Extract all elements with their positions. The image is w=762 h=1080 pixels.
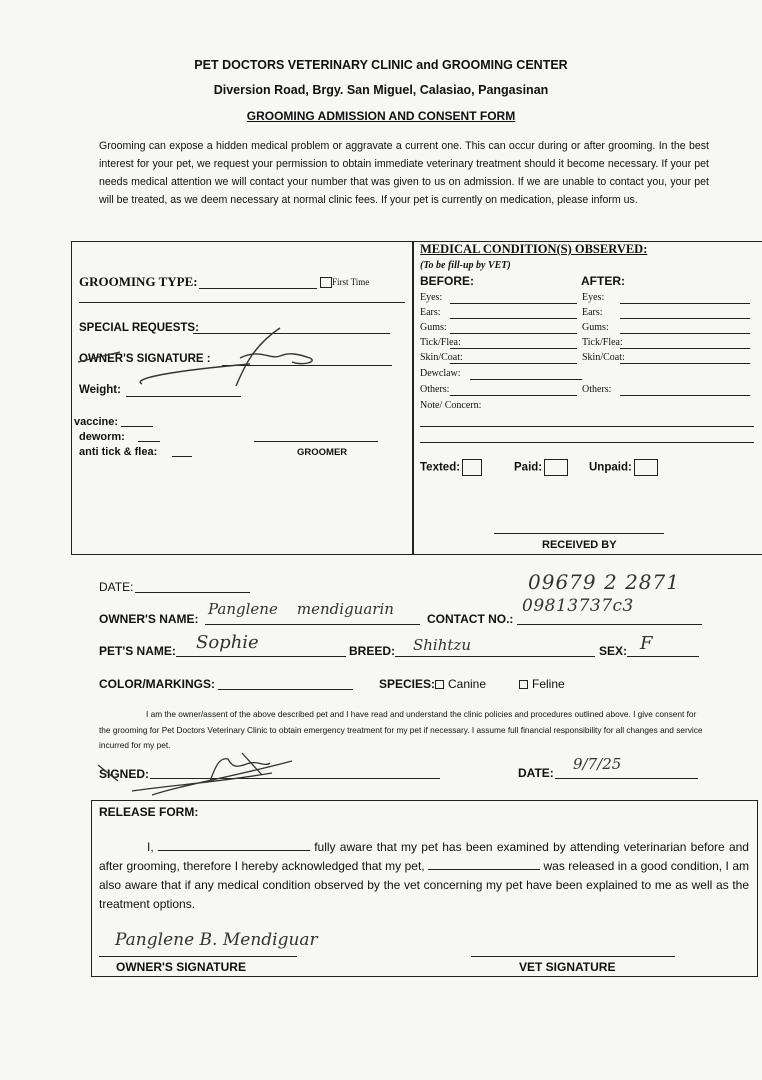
color-label: COLOR/MARKINGS:: [99, 677, 215, 691]
signed-date-label: DATE:: [518, 766, 554, 780]
note-line-2[interactable]: [420, 442, 754, 443]
groomer-line[interactable]: [254, 441, 378, 442]
weight-line[interactable]: [126, 396, 241, 397]
before-field-line[interactable]: [450, 333, 577, 334]
breed-value: Shihtzu: [413, 636, 471, 654]
after-field-line[interactable]: [620, 333, 750, 334]
anti-tick-line[interactable]: [172, 456, 192, 457]
before-field-line[interactable]: [450, 303, 577, 304]
paid-label: Paid:: [514, 461, 543, 474]
anti-tick-label: anti tick & flea:: [79, 446, 158, 458]
after-label: AFTER:: [581, 274, 625, 288]
signed-date-value: 9/7/25: [573, 755, 622, 773]
before-field-label: Skin/Coat:: [420, 352, 463, 363]
intro-paragraph: Grooming can expose a hidden medical problem or aggravate a current one. This can occur during or after grooming. In the best interest for your pet, we request your permission to obtain immediate veterinary treatment should it become necessary. If your pet needs medical attention we will contact your number that was given to us on admission. If we are unable to contact you, your pet will be treated, as we deem necessary at normal clinic fees. If your pet is currently on medication, please inform us.: [99, 140, 709, 206]
breed-line[interactable]: [395, 656, 595, 657]
texted-label: Texted:: [420, 461, 461, 474]
before-field-label: Tick/Flea:: [420, 337, 461, 348]
clinic-address: Diversion Road, Brgy. San Miguel, Calasiao, Pangasinan: [213, 83, 549, 97]
before-field-label: Ears:: [420, 307, 441, 318]
after-field-label: Skin/Coat:: [582, 352, 625, 363]
after-field-line[interactable]: [620, 363, 750, 364]
vaccine-line[interactable]: [121, 426, 153, 427]
breed-label: BREED:: [349, 644, 396, 658]
paid-field: [514, 459, 568, 476]
note-line-1[interactable]: [420, 426, 754, 427]
owner-name-line[interactable]: [205, 624, 420, 625]
before-field-label: Gums:: [420, 322, 447, 333]
medical-title: MEDICAL CONDITION(S) OBSERVED:: [420, 242, 648, 256]
release-owner-sig-label: OWNER'S SIGNATURE: [116, 960, 246, 974]
release-text-1: I,: [147, 840, 154, 854]
before-field-line[interactable]: [470, 379, 582, 380]
owner-signature-label: OWNER'S SIGNATURE :: [79, 353, 211, 365]
owner-signature-value: Panglene B. Mendiguar: [115, 930, 318, 950]
canine-option[interactable]: [435, 677, 486, 691]
feline-label: Feline: [532, 677, 565, 691]
weight-label: Weight:: [79, 384, 121, 396]
color-line[interactable]: [218, 689, 353, 690]
after-field-label: Eyes:: [582, 292, 605, 303]
deworm-line[interactable]: [138, 441, 160, 442]
first-time-label: First Time: [332, 277, 370, 287]
before-field-line[interactable]: [450, 395, 577, 396]
pet-name-line[interactable]: [176, 656, 346, 657]
release-paragraph: [99, 838, 749, 914]
before-field-label: Eyes:: [420, 292, 443, 303]
signed-label: SIGNED:: [99, 767, 150, 781]
groomer-label: GROOMER: [297, 447, 348, 458]
signed-signature: [92, 745, 322, 800]
vaccine-label: vaccine:: [74, 416, 119, 428]
deworm-label: deworm:: [79, 431, 125, 443]
sex-value: F: [640, 633, 653, 654]
sex-line[interactable]: [627, 656, 699, 657]
release-title: RELEASE FORM:: [99, 805, 199, 819]
owner-name-label: OWNER'S NAME:: [99, 612, 199, 626]
consent-text: I am the owner/assent of the above described pet and I have read and understand the clinic policies and procedures outlined above. I give consent for the grooming for Pet Doctors Veterinary Clinic to obtain emergency treatment for my pet if necessary. I assume full financial responsibility for all changes and service incurred for my pet.: [99, 709, 703, 750]
contact-label: CONTACT NO.:: [427, 612, 514, 626]
grooming-type-line[interactable]: [199, 288, 317, 289]
after-field-line[interactable]: [620, 318, 750, 319]
before-field-line[interactable]: [450, 363, 577, 364]
unpaid-checkbox[interactable]: [634, 459, 658, 476]
sex-label: SEX:: [599, 644, 628, 658]
feline-option[interactable]: [519, 677, 565, 691]
date-line[interactable]: [135, 592, 250, 593]
unpaid-label: Unpaid:: [589, 461, 632, 474]
signed-date-line[interactable]: [555, 778, 698, 779]
canine-label: Canine: [448, 677, 487, 691]
after-field-label: Ears:: [582, 307, 603, 318]
after-field-label: Gums:: [582, 322, 609, 333]
received-by-label: RECEIVED BY: [542, 539, 617, 551]
release-pet-blank[interactable]: [428, 859, 540, 870]
texted-field: [420, 459, 482, 476]
release-owner-blank[interactable]: [158, 840, 310, 851]
release-text-2: fully aware that my pet has been examined by attending veterinarian before and after grooming, therefore I hereby acknowledged that my pet,: [99, 840, 749, 873]
before-field-label: Dewclaw:: [420, 368, 461, 379]
pet-name-label: PET'S NAME:: [99, 644, 176, 658]
before-field-label: Others:: [420, 384, 450, 395]
contact-line[interactable]: [517, 624, 702, 625]
owner-name-value: Panglene mendiguarin: [208, 600, 394, 618]
date-label: DATE:: [99, 580, 134, 594]
release-vet-sig-line[interactable]: [471, 956, 675, 957]
clinic-name: PET DOCTORS VETERINARY CLINIC and GROOMING CENTER: [194, 58, 568, 72]
feline-checkbox[interactable]: [519, 680, 528, 689]
after-field-line[interactable]: [620, 303, 750, 304]
grooming-type-line-2[interactable]: [79, 302, 405, 303]
after-field-label: Others:: [582, 384, 612, 395]
after-field-line[interactable]: [620, 395, 750, 396]
species-label: SPECIES:: [379, 677, 436, 691]
special-requests-label: SPECIAL REQUESTS:: [79, 322, 199, 334]
before-label: BEFORE:: [420, 274, 474, 288]
after-field-line[interactable]: [620, 348, 750, 349]
box-divider: [412, 241, 414, 554]
release-vet-sig-label: VET SIGNATURE: [519, 960, 616, 974]
texted-checkbox[interactable]: [462, 459, 482, 476]
release-text-3: was released in a good condition, I am also aware that if any medical condition observed by the vet concerning my pet have been explained to me as well as the treatment options.: [99, 859, 749, 911]
grooming-type-label: GROOMING TYPE:: [79, 274, 198, 289]
canine-checkbox[interactable]: [435, 680, 444, 689]
release-owner-sig-line[interactable]: [99, 956, 297, 957]
first-time-checkbox[interactable]: [320, 277, 332, 288]
contact-value-1: 09679 2 2871: [528, 570, 680, 594]
before-field-line[interactable]: [450, 318, 577, 319]
unpaid-field: [589, 459, 658, 476]
after-field-label: Tick/Flea:: [582, 337, 623, 348]
before-field-line[interactable]: [450, 348, 577, 349]
contact-value-2: 09813737c3: [522, 596, 634, 616]
received-by-line[interactable]: [494, 533, 664, 534]
medical-subtitle: (To be fill-up by VET): [420, 260, 511, 271]
pet-name-value: Sophie: [196, 632, 259, 653]
form-title: GROOMING ADMISSION AND CONSENT FORM: [246, 109, 516, 123]
paid-checkbox[interactable]: [544, 459, 568, 476]
note-label: Note/ Concern:: [420, 400, 482, 411]
owner-signature-scribble: [70, 318, 340, 390]
